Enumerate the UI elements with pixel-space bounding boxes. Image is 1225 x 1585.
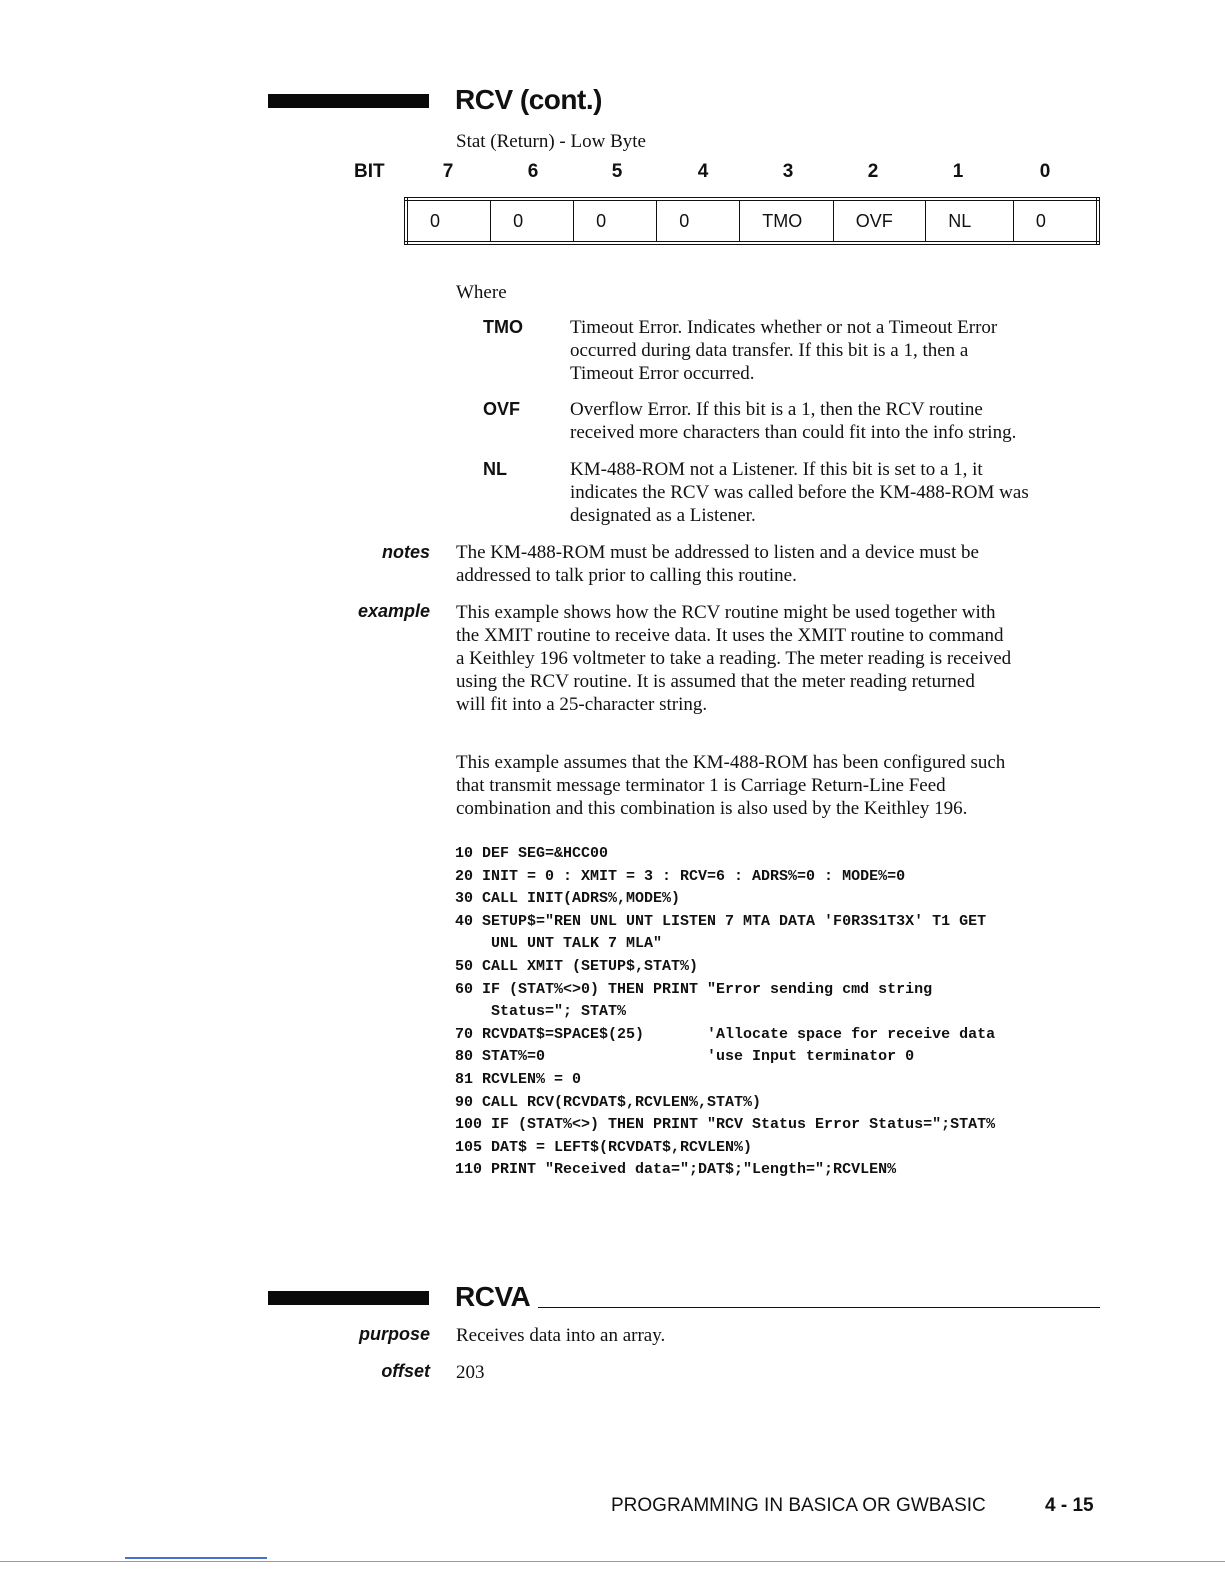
bit-cell: 0 <box>657 199 740 243</box>
footer-page-number: 4 - 15 <box>1045 1495 1094 1516</box>
example-line: combination and this combination is also used by the Keithley 196. <box>456 798 968 819</box>
footer-chapter: PROGRAMMING IN BASICA OR GWBASIC <box>611 1495 986 1516</box>
bit-number: 7 <box>442 161 454 182</box>
code-line: 70 RCVDAT$=SPACE$(25) 'Allocate space for receive data <box>455 1025 996 1043</box>
definition-term: NL <box>483 459 507 479</box>
example-line: This example shows how the RCV routine might be used together with <box>456 602 996 623</box>
section-bar-2 <box>268 1291 429 1305</box>
bit-number: 6 <box>527 161 539 182</box>
example-line: the XMIT routine to receive data. It uses the XMIT routine to command <box>456 625 1004 646</box>
definition-line: Timeout Error occurred. <box>570 363 755 384</box>
bottom-rule <box>0 1561 1225 1562</box>
example-line: will fit into a 25-character string. <box>456 694 708 715</box>
code-line: UNL UNT TALK 7 MLA" <box>455 935 663 953</box>
definition-line: Timeout Error. Indicates whether or not a Timeout Error <box>570 317 998 338</box>
offset-text: 203 <box>456 1362 485 1383</box>
bit-cell: NL <box>926 199 1014 243</box>
bit-number: 2 <box>867 161 879 182</box>
bit-cell: OVF <box>833 199 926 243</box>
code-line: 30 CALL INIT(ADRS%,MODE%) <box>455 890 681 908</box>
notes-line: The KM-488-ROM must be addressed to listen and a device must be <box>456 542 979 563</box>
status-bit-table <box>404 197 1100 245</box>
section2-title: RCVA <box>455 1281 531 1312</box>
bit-cell: 0 <box>406 199 491 243</box>
bit-cell: 0 <box>574 199 657 243</box>
definition-line: KM-488-ROM not a Listener. If this bit is set to a 1, it <box>570 459 983 480</box>
definition-line: received more characters than could fit into the info string. <box>570 422 1017 443</box>
definition-line: Overflow Error. If this bit is a 1, then the RCV routine <box>570 399 983 420</box>
example-line: This example assumes that the KM-488-ROM has been configured such <box>456 752 1006 773</box>
definition-term: OVF <box>483 399 521 419</box>
code-line: 100 IF (STAT%<>) THEN PRINT "RCV Status Error Status=";STAT% <box>455 1116 996 1134</box>
section-title: RCV (cont.) <box>455 84 602 115</box>
bottom-rule-accent <box>125 1557 267 1559</box>
code-line: 20 INIT = 0 : XMIT = 3 : RCV=6 : ADRS%=0 : MODE%=0 <box>455 867 906 885</box>
code-line: 40 SETUP$="REN UNL UNT LISTEN 7 MTA DATA 'F0R3S1T3X' T1 GET <box>455 912 987 930</box>
code-line: Status="; STAT% <box>455 1003 627 1021</box>
bit-number: 4 <box>697 161 709 182</box>
bit-label: BIT <box>354 161 385 182</box>
section2-title-rule <box>538 1307 1100 1308</box>
code-line: 60 IF (STAT%<>0) THEN PRINT "Error sending cmd string <box>455 980 933 998</box>
bit-number: 5 <box>611 161 623 182</box>
where-label: Where <box>456 282 507 303</box>
code-line: 90 CALL RCV(RCVDAT$,RCVLEN%,STAT%) <box>455 1093 762 1111</box>
example-line: a Keithley 196 voltmeter to take a reading. The meter reading is received <box>456 648 1012 669</box>
bit-cell: 0 <box>1013 199 1098 243</box>
code-line: 80 STAT%=0 'use Input terminator 0 <box>455 1048 915 1066</box>
definition-line: occurred during data transfer. If this bit is a 1, then a <box>570 340 969 361</box>
definition-term: TMO <box>483 317 523 337</box>
code-line: 50 CALL XMIT (SETUP$,STAT%) <box>455 958 699 975</box>
section-bar <box>268 94 429 108</box>
purpose-text: Receives data into an array. <box>456 1325 666 1346</box>
example-line: using the RCV routine. It is assumed that the meter reading returned <box>456 671 975 692</box>
bit-number: 1 <box>952 161 964 182</box>
table-caption: Stat (Return) - Low Byte <box>456 131 646 152</box>
code-line: 105 DAT$ = LEFT$(RCVDAT$,RCVLEN%) <box>455 1138 753 1156</box>
bit-cell: TMO <box>740 199 834 243</box>
example-line: that transmit message terminator 1 is Carriage Return-Line Feed <box>456 775 946 796</box>
offset-label: offset <box>381 1361 430 1381</box>
bit-number: 3 <box>782 161 794 182</box>
purpose-label: purpose <box>358 1324 430 1344</box>
code-line: 81 RCVLEN% = 0 <box>455 1071 582 1088</box>
definition-line: designated as a Listener. <box>570 505 756 526</box>
notes-label: notes <box>381 542 430 562</box>
example-label: example <box>357 601 430 621</box>
code-line: 110 PRINT "Received data=";DAT$;"Length=";RCVLEN% <box>455 1161 897 1179</box>
definition-line: indicates the RCV was called before the KM-488-ROM was <box>570 482 1029 503</box>
code-line: 10 DEF SEG=&HCC00 <box>455 845 609 862</box>
bit-number: 0 <box>1039 161 1051 182</box>
bit-cell: 0 <box>491 199 574 243</box>
notes-line: addressed to talk prior to calling this routine. <box>456 565 797 586</box>
